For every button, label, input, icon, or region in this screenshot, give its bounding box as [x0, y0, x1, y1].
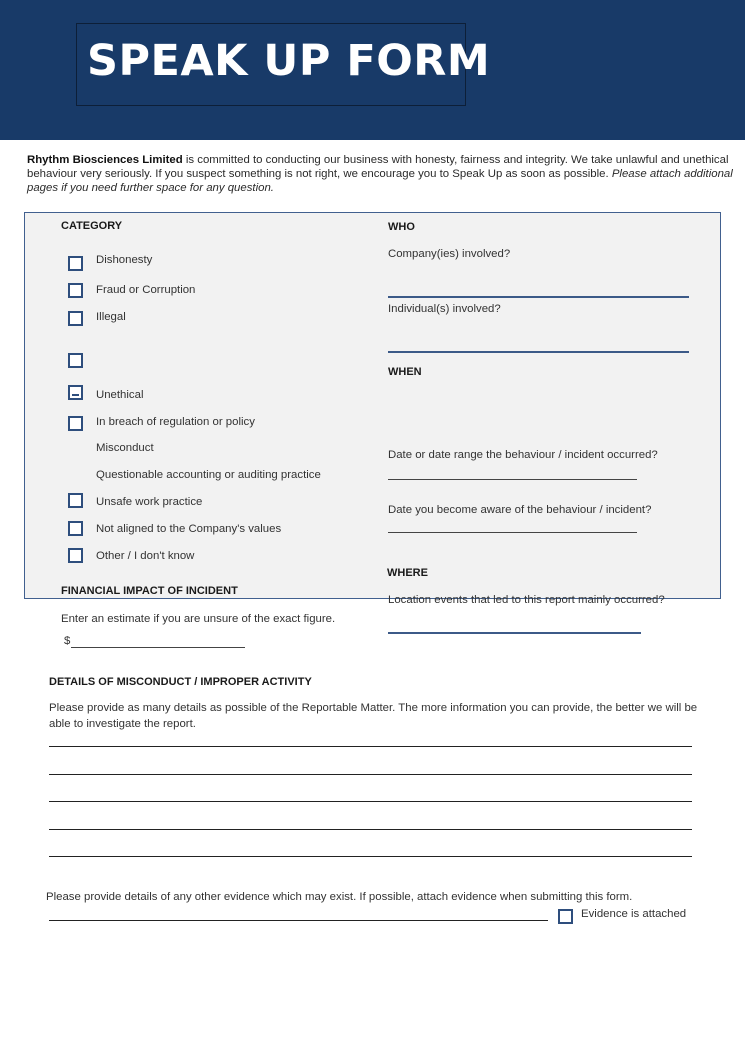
checkbox-evidence-attached[interactable]: [558, 909, 573, 924]
who-heading: WHO: [388, 221, 415, 233]
evidence-attached-label: Evidence is attached: [581, 908, 687, 920]
company-involved-input[interactable]: [388, 296, 689, 298]
category-label-unsafe-work: Unsafe work practice: [96, 496, 203, 508]
checkbox-company-values[interactable]: [68, 521, 83, 536]
financial-amount-input[interactable]: [71, 647, 245, 648]
page-header: [0, 0, 745, 140]
evidence-details-input[interactable]: [49, 920, 548, 921]
checkbox-breach-regulation[interactable]: [68, 416, 83, 431]
details-line-1[interactable]: [49, 746, 692, 747]
category-label-dishonesty: Dishonesty: [96, 254, 153, 266]
currency-symbol: $: [64, 635, 71, 647]
category-label-company-values: Not aligned to the Company's values: [96, 523, 282, 535]
checkbox-dishonesty[interactable]: [68, 256, 83, 271]
category-label-other: Other / I don't know: [96, 550, 195, 562]
evidence-instructions: Please provide details of any other evidence which may exist. If possible, attach evidence when submitting this form.: [46, 891, 633, 903]
where-heading: WHERE: [387, 567, 428, 579]
details-line-4[interactable]: [49, 829, 692, 830]
checkbox-illegal[interactable]: [68, 311, 83, 326]
category-label-accounting: Questionable accounting or auditing practice: [96, 469, 321, 481]
form-panel: [24, 212, 721, 599]
financial-heading: FINANCIAL IMPACT OF INCIDENT: [61, 585, 238, 597]
category-label-illegal: Illegal: [96, 311, 126, 323]
date-occurred-input[interactable]: [388, 479, 637, 480]
page-title: SPEAK UP FORM: [87, 36, 491, 86]
category-label-fraud-corruption: Fraud or Corruption: [96, 284, 196, 296]
date-occurred-label: Date or date range the behaviour / incident occurred?: [388, 449, 658, 461]
title-box: [76, 23, 491, 106]
date-aware-label: Date you become aware of the behaviour / incident?: [388, 504, 652, 516]
intro-note: Please attach additional pages if you need further space for any question.: [27, 168, 733, 194]
details-instructions: Please provide as many details as possible of the Reportable Matter. The more information you can provide, the better we will be able to investigate the report.: [49, 702, 698, 730]
category-label-unethical: Unethical: [96, 389, 144, 401]
intro-paragraph: [27, 153, 742, 195]
category-label-misconduct: Misconduct: [96, 442, 154, 454]
details-line-3[interactable]: [49, 801, 692, 802]
financial-hint: Enter an estimate if you are unsure of the exact figure.: [61, 613, 336, 625]
location-label: Location events that led to this report mainly occurred?: [388, 594, 665, 606]
checkbox-unethical[interactable]: [68, 385, 83, 400]
category-label-breach-regulation: In breach of regulation or policy: [96, 416, 255, 428]
company-name: Rhythm Biosciences Limited: [27, 154, 183, 166]
individual-involved-label: Individual(s) involved?: [388, 303, 501, 315]
category-heading: CATEGORY: [61, 220, 123, 232]
details-line-5[interactable]: [49, 856, 692, 857]
checkbox-unlabeled[interactable]: [68, 353, 83, 368]
checkbox-unsafe-work[interactable]: [68, 493, 83, 508]
intro-text: is committed to conducting our business with honesty, fairness and integrity. We take unlawful and unethical behaviour very seriously. If you suspect something is not right, we encourage you to Speak Up as soon as possible.: [27, 154, 729, 180]
checkbox-other[interactable]: [68, 548, 83, 563]
location-input[interactable]: [388, 632, 641, 634]
company-involved-label: Company(ies) involved?: [388, 248, 511, 260]
when-heading: WHEN: [388, 366, 422, 378]
date-aware-input[interactable]: [388, 532, 637, 533]
individual-involved-input[interactable]: [388, 351, 689, 353]
checkbox-fraud-corruption[interactable]: [68, 283, 83, 298]
details-heading: DETAILS OF MISCONDUCT / IMPROPER ACTIVITY: [49, 676, 312, 688]
details-line-2[interactable]: [49, 774, 692, 775]
